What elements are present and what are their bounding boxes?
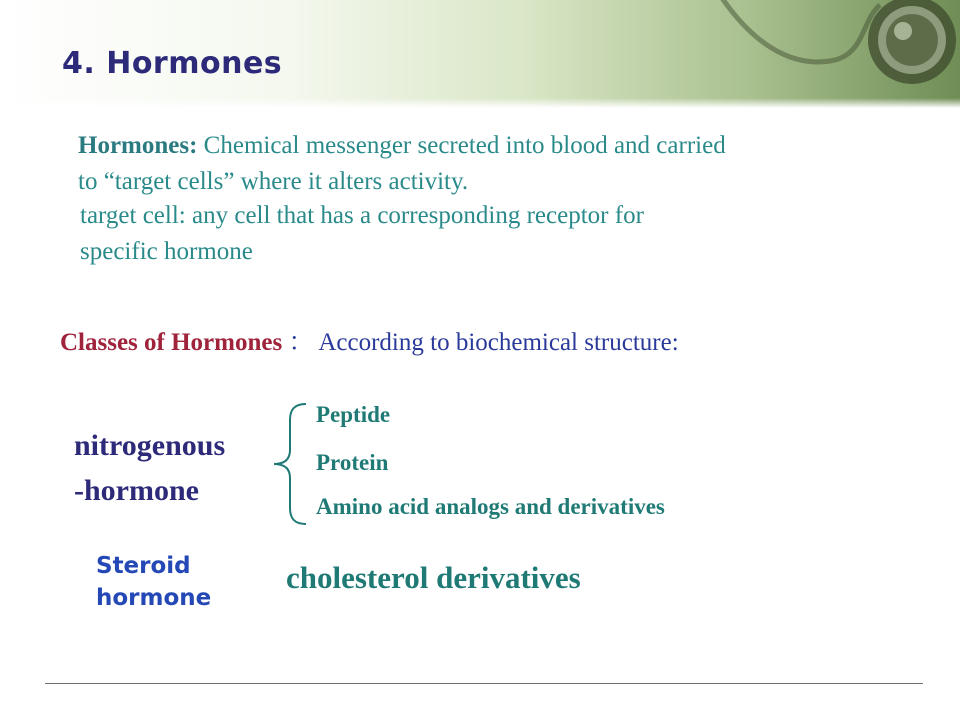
target-cell-term: target cell: <box>80 202 186 229</box>
protein-item: Protein <box>316 450 389 475</box>
amino-acid-item: Amino acid analogs and derivatives <box>316 494 665 519</box>
slide-title: 4. Hormones <box>62 46 283 81</box>
steroid-label-line1: Steroid <box>96 553 191 579</box>
hormones-definition <box>78 128 726 200</box>
target-cell-definition-line1: any cell that has a corresponding receptor for <box>185 202 644 229</box>
classes-heading: Classes of Hormones <box>60 329 283 356</box>
cholesterol-derivatives: cholesterol derivatives <box>286 560 581 595</box>
steroid-label-line2: hormone <box>96 585 212 611</box>
classes-heading-line <box>60 322 679 358</box>
stethoscope-image <box>600 0 960 108</box>
hormones-definition-line2: to “target cells” where it alters activity. <box>78 168 469 195</box>
hormones-definition-line1: Chemical messenger secreted into blood and carried <box>197 132 726 159</box>
classes-separator: ： <box>288 329 314 356</box>
hormones-term: Hormones: <box>78 132 198 159</box>
curly-brace <box>270 402 310 526</box>
classes-criterion: According to biochemical structure: <box>318 329 679 356</box>
nitrogenous-label-line1: nitrogenous <box>74 429 226 462</box>
target-cell-definition <box>80 198 644 270</box>
target-cell-definition-line2: specific hormone <box>80 238 253 265</box>
peptide-item: Peptide <box>316 402 391 427</box>
nitrogenous-label-line2: -hormone <box>74 474 199 507</box>
footer-divider <box>45 683 923 684</box>
steroid-hormone-label <box>96 550 211 614</box>
